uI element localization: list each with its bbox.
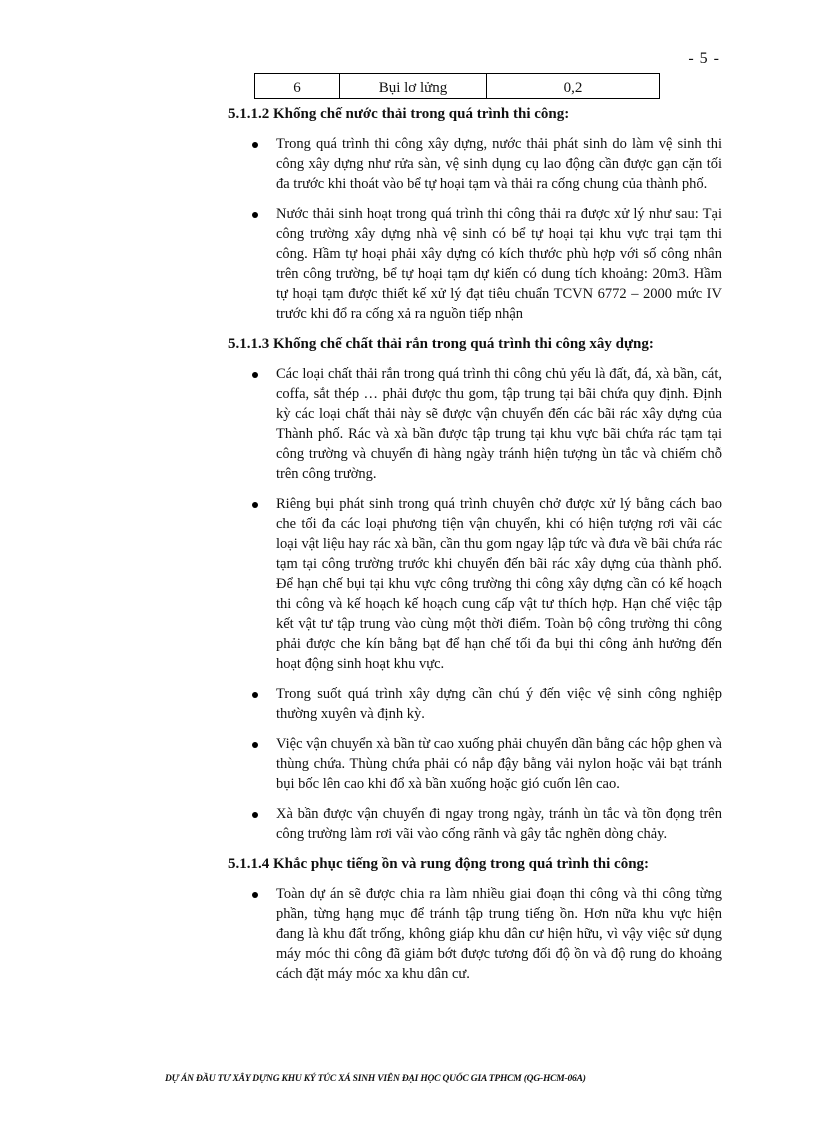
section-heading: 5.1.1.3 Khống chế chất thải rắn trong quá trình thi công xây dựng: — [228, 336, 654, 352]
bullet-list — [228, 364, 722, 844]
bullet-icon — [252, 212, 258, 218]
table-cell-value: 0,2 — [487, 74, 660, 99]
bullet-icon — [252, 742, 258, 748]
list-item — [228, 804, 722, 844]
list-item — [228, 134, 722, 194]
bullet-icon — [252, 812, 258, 818]
bullet-list — [228, 884, 722, 984]
section-solid-waste — [228, 334, 722, 844]
bullet-icon — [252, 502, 258, 508]
list-item — [228, 364, 722, 484]
list-item-text: Các loại chất thải rắn trong quá trình thi công chủ yếu là đất, đá, xà bần, cát, coffa, sắt thép … phải được thu gom, tập trung tại bãi chứa quy định. Định kỳ các loại chất thải này sẽ được vận chuyển đến các bãi rác xây dựng của Thành phố. Rác và xà bần được tập trung tại khu vực bãi chứa rác tạm tại công trường và chuyển đi hàng ngày tránh hiện tượng ùn tắc và chiếm chỗ trên công trường. — [276, 366, 722, 482]
bullet-icon — [252, 892, 258, 898]
bullet-icon — [252, 372, 258, 378]
list-item — [228, 494, 722, 674]
table-cell-name: Bụi lơ lửng — [340, 74, 487, 99]
bullet-icon — [252, 142, 258, 148]
list-item — [228, 684, 722, 724]
list-item-text: Toàn dự án sẽ được chia ra làm nhiều giai đoạn thi công và thi công từng phần, từng hạng mục để tránh tập trung tiếng ồn. Hơn nữa khu vực hiện đang là khu đất trống, không giáp khu dân cư hiện hữu, vì vậy việc sử dụng máy móc thi công đã giảm bớt được tương đối độ ồn và độ rung do khoảng cách đặt máy móc xa khu dân cư. — [276, 886, 722, 982]
list-item — [228, 734, 722, 794]
list-item-text: Trong quá trình thi công xây dựng, nước thải phát sinh do làm vệ sinh thi công xây dựng như rửa sàn, vệ sinh dụng cụ lao động cần được gạn cặn tối đa trước khi thoát vào bể tự hoại tạm và thải ra cống chung của thành phố. — [276, 136, 722, 192]
pollutant-table — [254, 73, 660, 99]
list-item-text: Riêng bụi phát sinh trong quá trình chuyên chở được xử lý bằng cách bao che tối đa các loại phương tiện vận chuyển, khi có hiện tượng rơi vãi các loại vật liệu hay rác xà bần, cần thu gom ngay lập tức và đưa về bãi chứa rác tạm tại công trường trước khi chuyển đến bãi rác xây dựng của thành phố. Để hạn chế bụi tại khu vực công trường thi công xây dựng cần có kế hoạch thi công và kế hoạch kế hoạch cung cấp vật tư thích hợp. Hạn chế việc tập kết vật tư tập trung vào cùng một thời điểm. Toàn bộ công trường thi công phải được che kín bằng bạt để hạn chế tối đa bụi thi công ảnh hưởng đến hoạt động sinh hoạt khu vực. — [276, 496, 722, 672]
section-heading: 5.1.1.4 Khắc phục tiếng ồn và rung động trong quá trình thi công: — [228, 856, 650, 872]
list-item — [228, 884, 722, 984]
page-number: - 5 - — [688, 50, 720, 67]
list-item-text: Xà bần được vận chuyển đi ngay trong ngày, tránh ùn tắc và tồn đọng trên công trường làm rơi vãi vào cống rãnh và gây tắc nghẽn dòng chảy. — [276, 806, 722, 842]
bullet-list — [228, 134, 722, 324]
list-item-text: Trong suốt quá trình xây dựng cần chú ý đến việc vệ sinh công nghiệp thường xuyên và định kỳ. — [276, 686, 722, 722]
bullet-icon — [252, 692, 258, 698]
list-item — [228, 204, 722, 324]
section-wastewater — [228, 104, 722, 324]
table-cell-no: 6 — [255, 74, 340, 99]
document-body — [228, 104, 722, 994]
section-heading: 5.1.1.2 Khống chế nước thải trong quá trình thi công: — [228, 106, 570, 122]
table-row — [255, 74, 660, 99]
list-item-text: Nước thải sinh hoạt trong quá trình thi công thải ra được xử lý như sau: Tại công trường xây dựng nhà vệ sinh có bể tự hoại tại khu vực trại tạm thi công. Hầm tự hoại phải xây dựng có kích thước phù hợp với số công nhân trên công trường, bể tự hoại tạm dự kiến có dung tích khoảng: 20m3. Hầm tự hoại tạm được thiết kế xử lý đạt tiêu chuẩn TCVN 6772 – 2000 mức IV trước khi đổ ra cống xả ra nguồn tiếp nhận — [276, 206, 722, 322]
page-footer: DỰ ÁN ĐẦU TƯ XÂY DỰNG KHU KÝ TÚC XÁ SINH VIÊN ĐẠI HỌC QUỐC GIA TPHCM (QG-HCM-06A) — [165, 1074, 586, 1084]
section-noise — [228, 854, 722, 984]
list-item-text: Việc vận chuyển xà bần từ cao xuống phải chuyển dần bằng các hộp ghen và thùng chứa. Thùng chứa phải có nắp đậy bằng vải nylon hoặc vải bạt tránh bụi bốc lên cao khi đổ xà bần xuống hoặc gió cuốn lên cao. — [276, 736, 722, 792]
